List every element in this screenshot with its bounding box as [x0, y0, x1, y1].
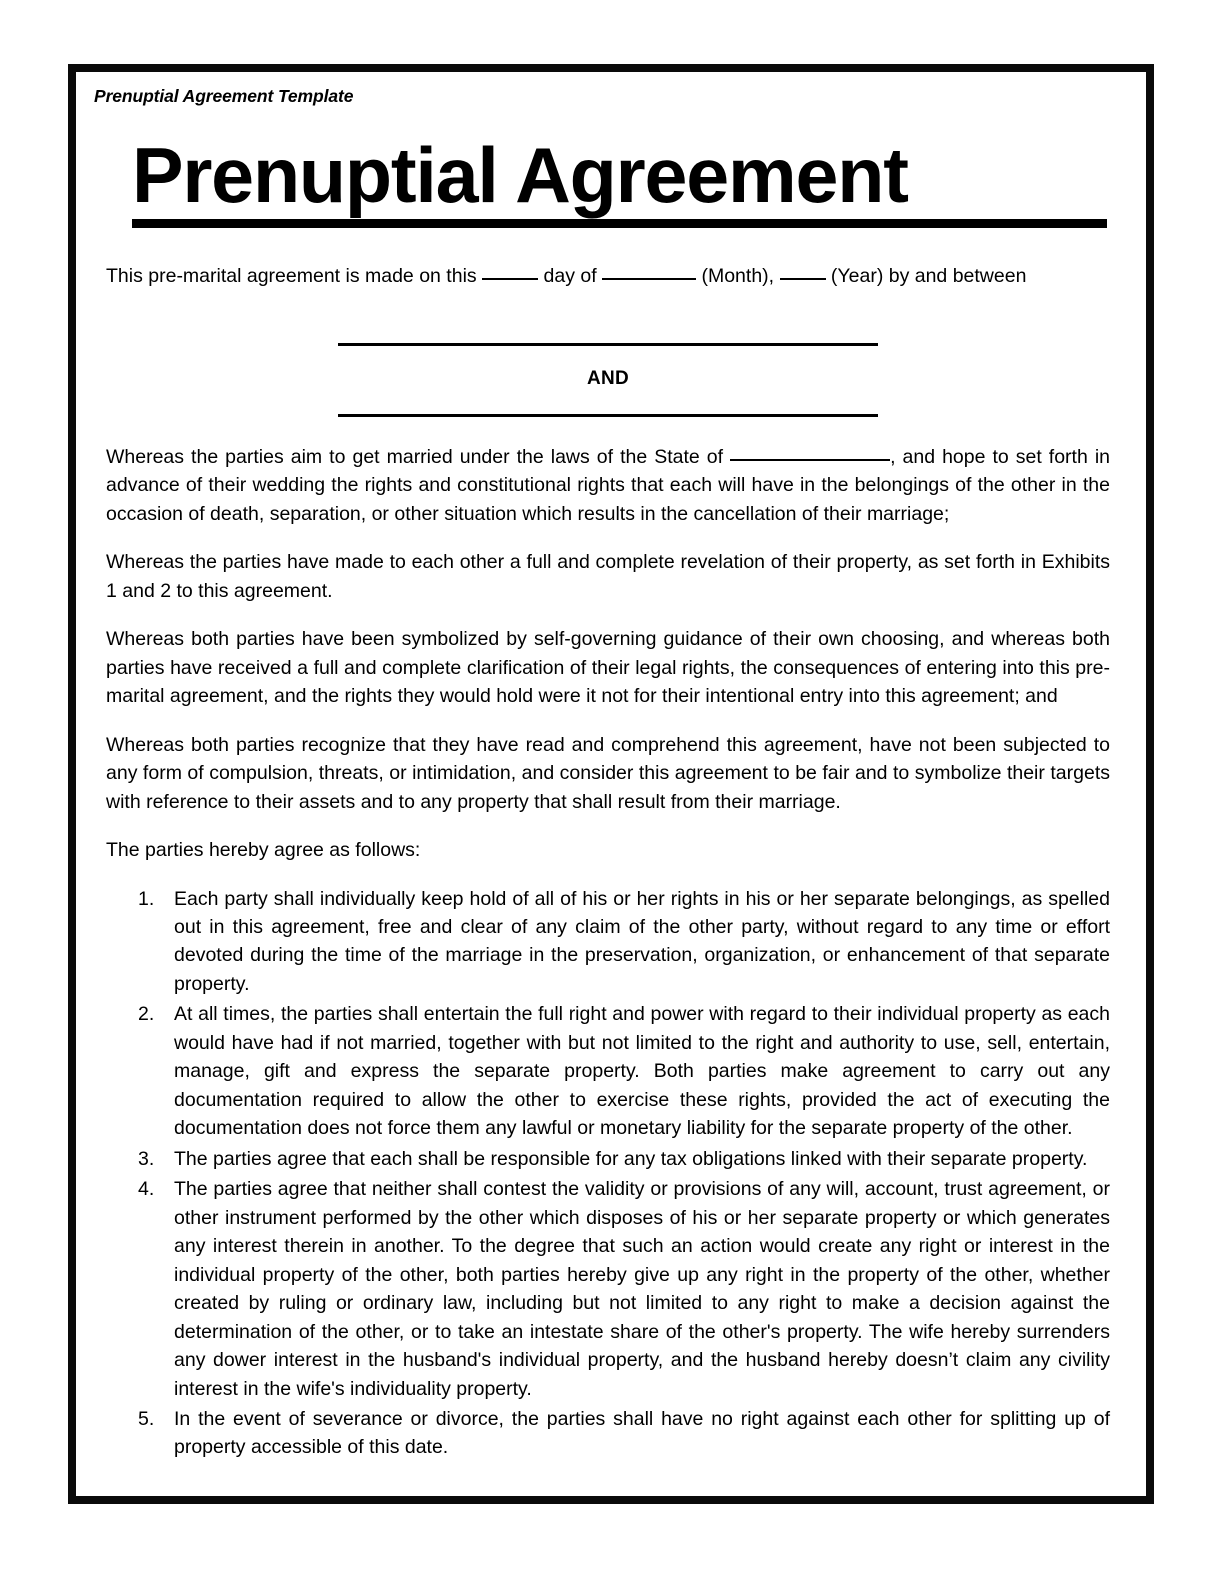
recital-voluntary: Whereas both parties recognize that they have read and comprehend this agreement, have not been subjected to any form of compulsion, threats, or intimidation, and consider this agreement to be fair and to symbolize their targets with reference to their assets and to any property that shall result from their marriage.: [106, 733, 1110, 813]
party-one-name-line[interactable]: [338, 343, 878, 346]
recital-counsel: Whereas both parties have been symbolized by self-governing guidance of their own choosing, and whereas both parties have received a full and complete clarification of their legal rights, the consequences of entering into this pre-marital agreement, and the rights they would hold were it not for their intentional entry into this agreement; and: [106, 628, 1110, 708]
recital-state-text-2: , and hope to set forth in advance of their wedding the rights and constitutional rights that each will have in the belongings of the other in the occasion of death, separation, or other situation which results in the cancellation of their marriage;: [106, 445, 1111, 525]
intro-segment-4: (Year) by and between: [830, 265, 1027, 288]
clause-item: The parties agree that each shall be responsible for any tax obligations linked with their separate property.: [174, 1147, 1088, 1170]
clause-item: In the event of severance or divorce, the parties shall have no right against each other for splitting up of property accessible of this date.: [174, 1407, 1110, 1459]
clause-item: The parties agree that neither shall contest the validity or provisions of any will, account, trust agreement, or other instrument performed by the other which disposes of his or her separate property or which generates any interest therein in another. To the degree that such an action would create any right or interest in the individual property of the other, both parties hereby give up any right in the property of the other, whether created by ruling or ordinary law, including but not limited to any right to make a decision against the determination of the other, or to take an intestate share of the other's property. The wife hereby surrenders any dower interest in the husband's individual property, and the husband hereby doesn’t claim any civility interest in the wife's individuality property.: [174, 1178, 1110, 1400]
intro-paragraph: [106, 262, 1110, 290]
title-underline-rule: [132, 219, 1107, 228]
clause-item: Each party shall individually keep hold of all of his or her rights in his or her separate belongings, as spelled out in this agreement, free and clear of any claim of the other party, without regard to any time or effort devoted during the time of the marriage in the preservation, organization, or enhancement of that separate property.: [174, 887, 1110, 995]
intro-segment-1: This pre-marital agreement is made on this: [106, 265, 477, 288]
state-blank-field[interactable]: [730, 459, 890, 461]
document-body: [90, 262, 1124, 1461]
year-blank-field[interactable]: [780, 278, 826, 280]
title-block: [90, 131, 1124, 228]
template-label: Prenuptial Agreement Template: [94, 86, 354, 106]
recital-exhibits: Whereas the parties have made to each other a full and complete revelation of their property, as set forth in Exhibits 1 and 2 to this agreement.: [106, 551, 1110, 602]
agreement-lead-in: The parties hereby agree as follows:: [106, 839, 421, 862]
party-signature-block: [106, 343, 1110, 417]
day-blank-field[interactable]: [482, 278, 538, 280]
intro-segment-2: day of: [543, 265, 597, 288]
recital-state-text-1: Whereas the parties aim to get married under the laws of the State of: [106, 445, 724, 468]
recital-state: [106, 443, 1110, 528]
page-title: Prenuptial Agreement: [132, 131, 908, 219]
clause-list: [106, 885, 1110, 1462]
month-blank-field[interactable]: [602, 278, 696, 280]
party-two-name-line[interactable]: [338, 414, 878, 417]
clause-item: At all times, the parties shall entertain the full right and power with regard to their individual property as each would have had if not married, together with but not limited to the right and authority to use, sell, entertain, manage, gift and express the separate property. Both parties make agreement to carry out any documentation required to allow the other to exercise these rights, provided the act of executing the documentation does not force them any lawful or monetary liability for the separate property of the other.: [174, 1003, 1110, 1140]
and-label: AND: [586, 367, 630, 389]
document-content: [76, 72, 1146, 1496]
document-page-frame: [68, 64, 1154, 1504]
intro-segment-3: (Month),: [701, 265, 775, 288]
